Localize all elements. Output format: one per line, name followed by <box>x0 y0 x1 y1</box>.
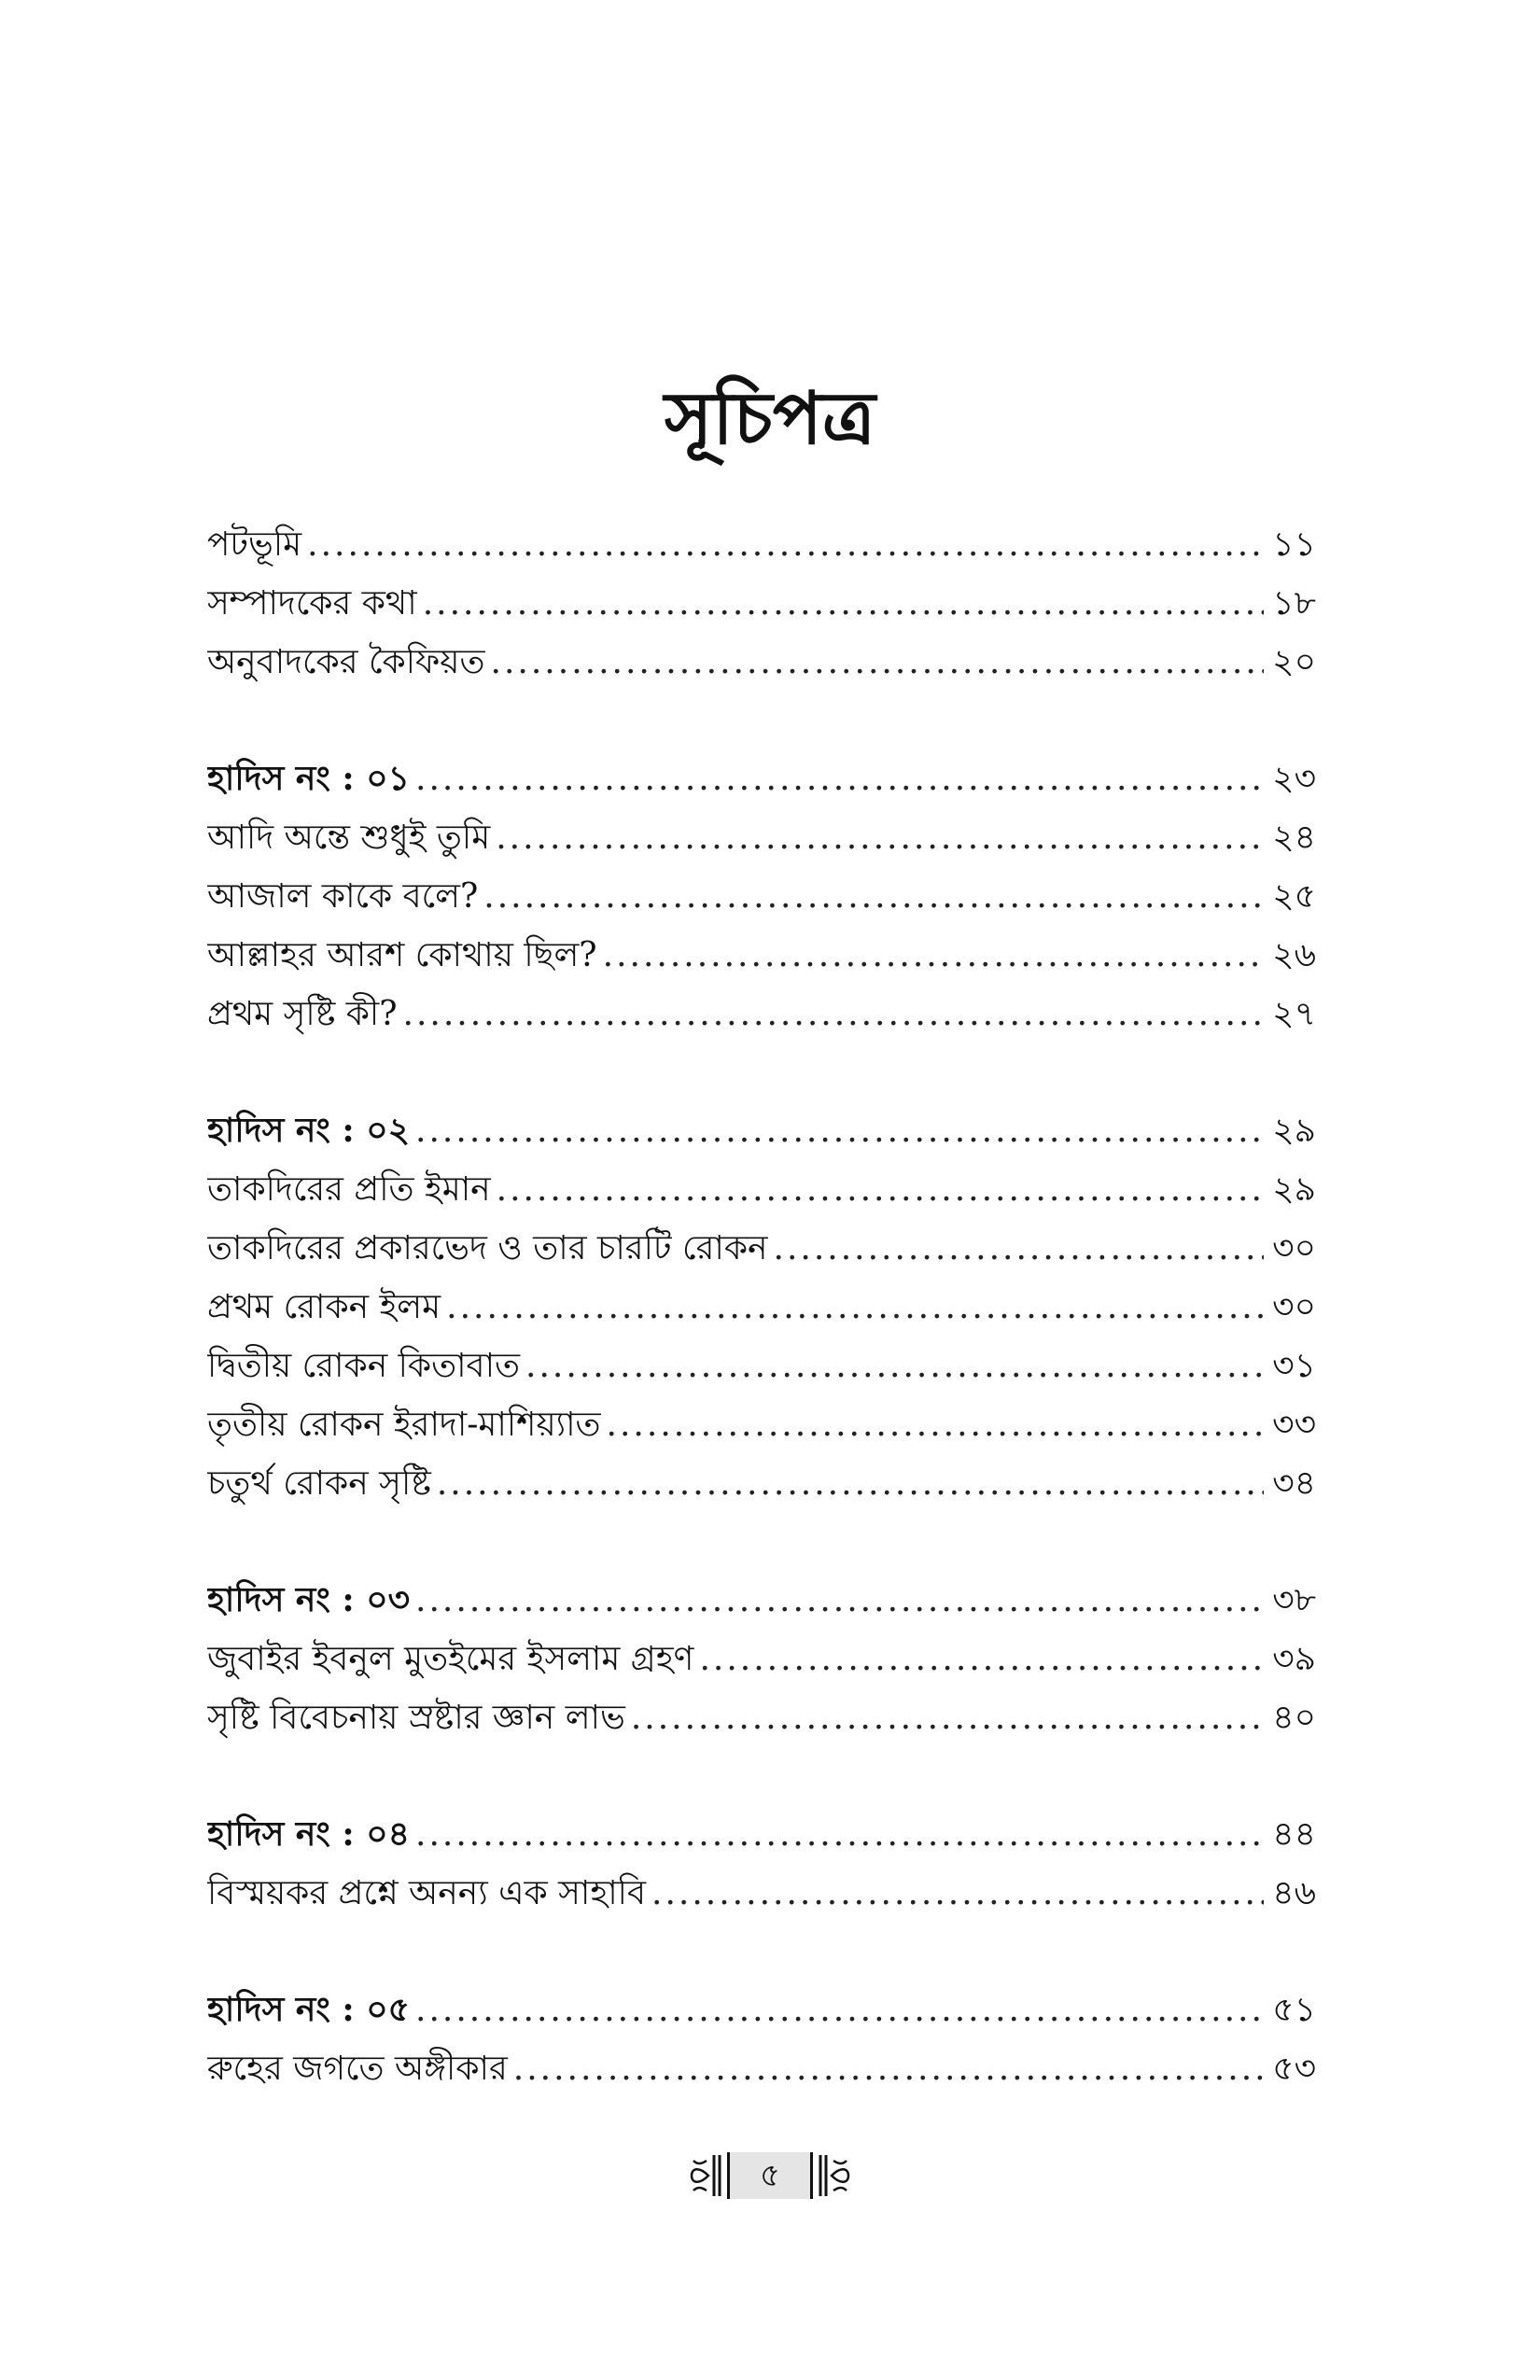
dot-leader <box>631 1688 1264 1747</box>
toc-entry-label: প্রথম রোকন ইলম <box>207 1288 441 1326</box>
page-title: সূচিপত্র <box>664 377 876 461</box>
toc-entry-label: সৃষ্টি বিবেচনায় স্রষ্টার জ্ঞান লাভ <box>207 1699 625 1737</box>
toc-entry-label: চতুর্থ রোকন সৃষ্টি <box>207 1464 431 1503</box>
dot-leader <box>415 1101 1264 1160</box>
toc-entry-row <box>207 1395 1316 1454</box>
toc-entry-page: ৩১ <box>1272 1347 1316 1385</box>
toc-entry-page: ২০ <box>1272 643 1316 681</box>
toc-entry-label: হাদিস নং : ০১ <box>207 759 410 798</box>
toc-entry-row <box>207 1219 1316 1278</box>
toc-entry-row <box>207 1454 1316 1513</box>
toc-entry-label: আদি অন্তে শুধুই তুমি <box>207 819 491 857</box>
toc-entry-label: আল্লাহর আরশ কোথায় ছিল? <box>207 936 597 974</box>
page-footer <box>0 2151 1540 2200</box>
toc-entry-page: ৩৮ <box>1272 1581 1316 1619</box>
left-ornament-icon <box>686 2151 723 2200</box>
toc-entry-row <box>207 515 1316 574</box>
toc-entry-label: তৃতীয় রোকন ইরাদা-মাশিয়্যাত <box>207 1406 601 1444</box>
toc-entry-row <box>207 867 1316 926</box>
toc-heading-row <box>207 749 1316 808</box>
dot-leader <box>446 1278 1264 1337</box>
toc-heading-row <box>207 1571 1316 1630</box>
toc-entry-page: ২৩ <box>1272 760 1316 798</box>
toc-entry-page: ৩৪ <box>1272 1464 1316 1503</box>
toc-entry-row <box>207 808 1316 867</box>
toc-entry-row <box>207 1688 1316 1747</box>
toc-entry-page: ২৯ <box>1272 1112 1316 1150</box>
dot-leader <box>497 1160 1264 1219</box>
toc-entry-label: পটভূমি <box>207 525 302 564</box>
toc-entry-page: ২৬ <box>1272 936 1316 974</box>
toc-entry-label: বিস্ময়কর প্রশ্নে অনন্য এক সাহাবি <box>207 1874 647 1912</box>
toc-entry-page: ৪৪ <box>1272 1815 1316 1854</box>
dot-leader <box>415 1571 1264 1630</box>
toc-entry-row <box>207 633 1316 692</box>
toc-entry-label: জুবাইর ইবনুল মুতইমের ইসলাম গ্রহণ <box>207 1640 694 1678</box>
toc-entry-row <box>207 985 1316 1043</box>
dot-leader <box>513 2039 1264 2098</box>
dot-leader <box>483 867 1264 926</box>
table-of-contents <box>207 515 1316 2098</box>
toc-entry-page: ৩০ <box>1272 1229 1316 1267</box>
toc-entry-page: ৩৩ <box>1272 1406 1316 1444</box>
toc-entry-row <box>207 1630 1316 1688</box>
toc-heading-row <box>207 1981 1316 2039</box>
section-gap <box>207 692 1316 749</box>
page-number: ৫ <box>727 2152 813 2199</box>
toc-entry-label: হাদিস নং : ০২ <box>207 1111 411 1150</box>
toc-entry-row <box>207 574 1316 633</box>
toc-entry-page: ৫১ <box>1272 1991 1316 2029</box>
toc-entry-label: অনুবাদকের কৈফিয়ত <box>207 643 485 681</box>
dot-leader <box>525 1337 1264 1395</box>
toc-entry-label: হাদিস নং : ০৫ <box>207 1990 410 2029</box>
toc-entry-page: ৩৯ <box>1272 1640 1316 1678</box>
toc-entry-label: আজাল কাকে বলে? <box>207 877 479 916</box>
dot-leader <box>403 985 1264 1043</box>
toc-entry-row <box>207 1278 1316 1337</box>
toc-entry-page: ২৯ <box>1272 1170 1316 1209</box>
toc-entry-page: ৪৬ <box>1272 1874 1316 1912</box>
toc-entry-page: ৪০ <box>1272 1699 1316 1737</box>
toc-entry-row <box>207 1864 1316 1923</box>
dot-leader <box>607 1395 1264 1454</box>
toc-entry-page: ২৭ <box>1272 995 1316 1033</box>
dot-leader <box>774 1219 1265 1278</box>
dot-leader <box>437 1454 1264 1513</box>
toc-entry-page: ২৫ <box>1272 877 1316 916</box>
toc-entry-page: ১১ <box>1272 525 1316 564</box>
toc-heading-row <box>207 1805 1316 1864</box>
dot-leader <box>651 1864 1264 1923</box>
toc-entry-page: ১৮ <box>1272 584 1316 623</box>
dot-leader <box>496 808 1264 867</box>
section-gap <box>207 1043 1316 1101</box>
section-gap <box>207 1513 1316 1571</box>
right-ornament-icon <box>817 2151 854 2200</box>
toc-entry-label: প্রথম সৃষ্টি কী? <box>207 995 398 1033</box>
toc-entry-page: ৩০ <box>1272 1288 1316 1326</box>
dot-leader <box>415 749 1264 808</box>
dot-leader <box>491 633 1264 692</box>
dot-leader <box>415 1805 1264 1864</box>
toc-entry-label: রুহের জগতে অঙ্গীকার <box>207 2050 508 2088</box>
toc-entry-row <box>207 1337 1316 1395</box>
toc-entry-label: তাকদিরের প্রতি ইমান <box>207 1170 491 1209</box>
toc-entry-row <box>207 1160 1316 1219</box>
dot-leader <box>603 926 1264 985</box>
dot-leader <box>423 574 1264 633</box>
toc-entry-label: হাদিস নং : ০৪ <box>207 1814 410 1854</box>
toc-entry-label: সম্পাদকের কথা <box>207 584 417 623</box>
section-gap <box>207 1747 1316 1805</box>
toc-heading-row <box>207 1101 1316 1160</box>
dot-leader <box>307 515 1264 574</box>
toc-entry-page: ৫৩ <box>1272 2050 1316 2088</box>
toc-entry-row <box>207 2039 1316 2098</box>
dot-leader <box>699 1630 1264 1688</box>
toc-entry-label: তাকদিরের প্রকারভেদ ও তার চারটি রোকন <box>207 1229 768 1267</box>
toc-entry-page: ২৪ <box>1272 819 1316 857</box>
section-gap <box>207 1923 1316 1981</box>
toc-entry-label: দ্বিতীয় রোকন কিতাবাত <box>207 1347 521 1385</box>
toc-entry-label: হাদিস নং : ০৩ <box>207 1580 411 1619</box>
toc-entry-row <box>207 926 1316 985</box>
dot-leader <box>415 1981 1264 2039</box>
